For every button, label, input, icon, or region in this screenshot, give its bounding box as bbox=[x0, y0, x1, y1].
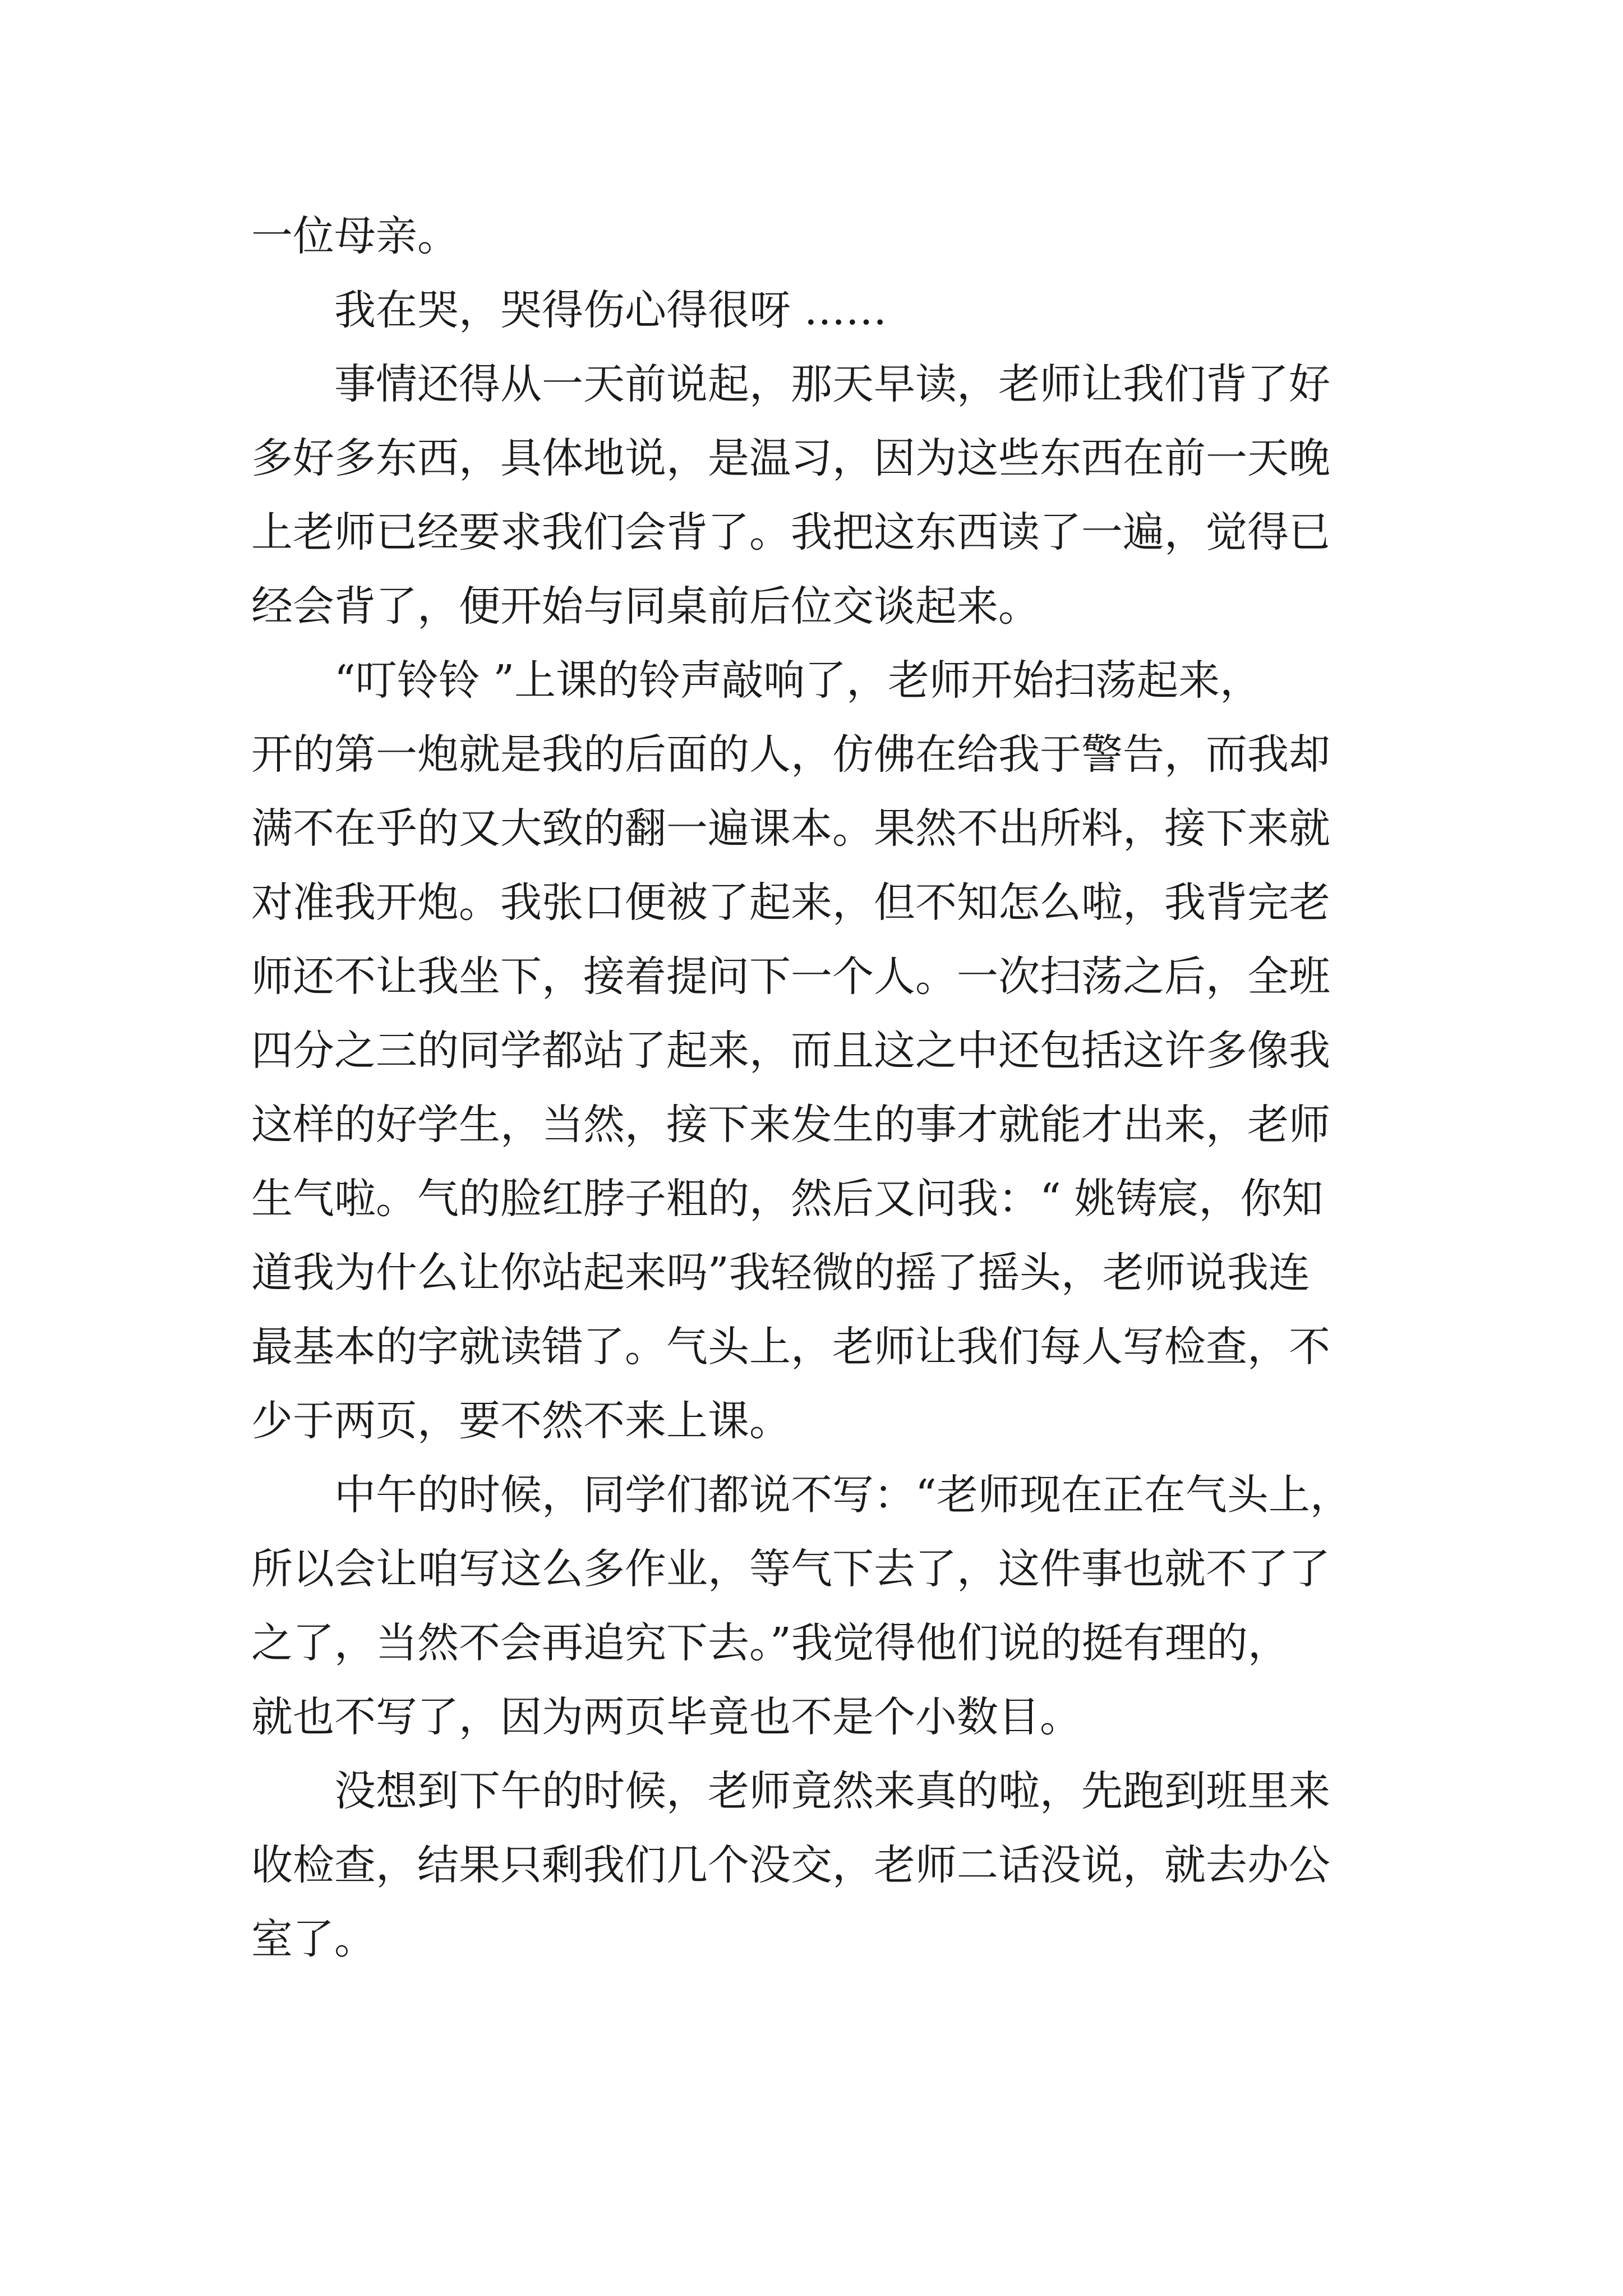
text-line: 上老师已经要求我们会背了。我把这东西读了一遍，觉得已 bbox=[251, 508, 1330, 556]
text-line: 道我为什么让你站起来吗”我轻微的摇了摇头，老师说我连 bbox=[251, 1249, 1310, 1297]
text-line: 最基本的字就读错了。气头上，老师让我们每人写检查，不 bbox=[251, 1323, 1330, 1371]
text-line: 开的第一炮就是我的后面的人，仿佛在给我于警告，而我却 bbox=[251, 730, 1330, 779]
body-text bbox=[251, 199, 1390, 1976]
text-line: 事情还得从一天前说起，那天早读，老师让我们背了好 bbox=[334, 360, 1330, 408]
text-line: 多好多东西，具体地说，是温习，因为这些东西在前一天晚 bbox=[251, 434, 1330, 482]
text-line: 我在哭，哭得伤心得很呀 …… bbox=[334, 286, 887, 334]
text-line: 就也不写了，因为两页毕竟也不是个小数目。 bbox=[251, 1693, 1081, 1741]
text-line: 这样的好学生，当然，接下来发生的事才就能才出来，老师 bbox=[251, 1101, 1330, 1149]
text-line: 收检查，结果只剩我们几个没交，老师二话没说，就去办公 bbox=[251, 1841, 1330, 1889]
text-line: 所以会让咱写这么多作业，等气下去了，这件事也就不了了 bbox=[251, 1545, 1330, 1593]
text-line: 少于两页，要不然不来上课。 bbox=[251, 1397, 791, 1445]
text-line: 一位母亲。 bbox=[251, 212, 459, 260]
text-line: 师还不让我坐下，接着提问下一个人。一次扫荡之后，全班 bbox=[251, 953, 1330, 1001]
text-line: 之了，当然不会再追究下去。”我觉得他们说的挺有理的， bbox=[251, 1619, 1289, 1667]
text-line: “叮铃铃 ”上课的铃声敲响了，老师开始扫荡起来， bbox=[334, 656, 1262, 705]
text-line: 满不在乎的又大致的翻一遍课本。果然不出所料，接下来就 bbox=[251, 804, 1330, 853]
text-line: 生气啦。气的脸红脖子粗的，然后又问我：“ 姚铸宸，你知 bbox=[251, 1175, 1324, 1223]
text-line: 经会背了，便开始与同桌前后位交谈起来。 bbox=[251, 582, 1040, 631]
text-line: 四分之三的同学都站了起来，而且这之中还包括这许多像我 bbox=[251, 1027, 1330, 1075]
text-line: 室了。 bbox=[251, 1915, 376, 1963]
text-line: 没想到下午的时候，老师竟然来真的啦，先跑到班里来 bbox=[334, 1767, 1330, 1815]
text-line: 对准我开炮。我张口便被了起来，但不知怎么啦，我背完老 bbox=[251, 878, 1330, 927]
text-line: 中午的时候，同学们都说不写：“老师现在正在气头上， bbox=[334, 1471, 1352, 1519]
